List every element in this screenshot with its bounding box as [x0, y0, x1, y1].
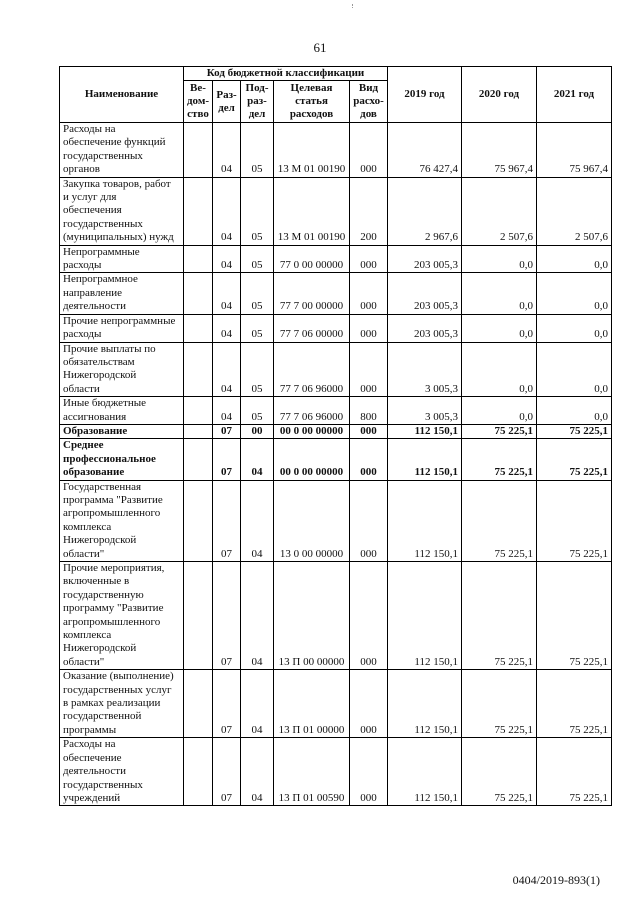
- cell-2019: 3 005,3: [388, 342, 462, 397]
- cell-expense-type: 800: [350, 397, 388, 425]
- cell-name: Расходы на обеспечение деятельности государственных учреждений: [60, 738, 184, 806]
- scan-mark: [352, 4, 355, 8]
- header-vedomstvo: Ве- дом- ство: [184, 81, 213, 123]
- cell-podrazdel: 05: [241, 342, 274, 397]
- cell-razdel: 04: [213, 123, 241, 178]
- cell-name: Закупка товаров, работ и услуг для обеспечения государственных (муниципальных) нужд: [60, 177, 184, 245]
- cell-vedomstvo: [184, 245, 213, 273]
- cell-podrazdel: 04: [241, 738, 274, 806]
- cell-2021: 0,0: [537, 342, 612, 397]
- cell-vedomstvo: [184, 480, 213, 561]
- cell-podrazdel: 05: [241, 123, 274, 178]
- header-code-group: Код бюджетной классификации: [184, 67, 388, 81]
- cell-name: Иные бюджетные ассигнования: [60, 397, 184, 425]
- cell-2019: 112 150,1: [388, 738, 462, 806]
- cell-expense-type: 000: [350, 670, 388, 738]
- cell-2020: 2 507,6: [462, 177, 537, 245]
- cell-razdel: 04: [213, 314, 241, 342]
- cell-vedomstvo: [184, 273, 213, 314]
- cell-2019: 76 427,4: [388, 123, 462, 178]
- cell-name: Прочие мероприятия, включенные в государственную программу "Развитие агропромышленного комплекса Нижегородской области": [60, 562, 184, 670]
- cell-vedomstvo: [184, 123, 213, 178]
- cell-target-article: 13 П 01 00000: [274, 670, 350, 738]
- cell-podrazdel: 05: [241, 273, 274, 314]
- cell-vedomstvo: [184, 342, 213, 397]
- cell-name: Непрограммное направление деятельности: [60, 273, 184, 314]
- header-razdel: Раз- дел: [213, 81, 241, 123]
- table-body: [60, 123, 612, 806]
- cell-razdel: 07: [213, 439, 241, 480]
- cell-target-article: 13 0 00 00000: [274, 480, 350, 561]
- cell-2021: 0,0: [537, 245, 612, 273]
- cell-2019: 112 150,1: [388, 670, 462, 738]
- cell-2020: 75 225,1: [462, 670, 537, 738]
- cell-vedomstvo: [184, 314, 213, 342]
- cell-target-article: 77 7 06 96000: [274, 342, 350, 397]
- header-2020: 2020 год: [462, 67, 537, 123]
- cell-name: Образование: [60, 424, 184, 438]
- budget-table: [59, 66, 612, 806]
- cell-razdel: 07: [213, 562, 241, 670]
- header-2021: 2021 год: [537, 67, 612, 123]
- cell-vedomstvo: [184, 177, 213, 245]
- cell-name: Оказание (выполнение) государственных услуг в рамках реализации государственной программы: [60, 670, 184, 738]
- cell-target-article: 00 0 00 00000: [274, 424, 350, 438]
- document-code: 0404/2019-893(1): [512, 873, 600, 887]
- cell-target-article: 77 7 06 00000: [274, 314, 350, 342]
- cell-target-article: 13 М 01 00190: [274, 177, 350, 245]
- cell-2019: 3 005,3: [388, 397, 462, 425]
- cell-podrazdel: 05: [241, 314, 274, 342]
- table-row: [60, 342, 612, 397]
- cell-2020: 0,0: [462, 342, 537, 397]
- cell-2021: 75 967,4: [537, 123, 612, 178]
- cell-name: Расходы на обеспечение функций государственных органов: [60, 123, 184, 178]
- cell-2020: 75 225,1: [462, 439, 537, 480]
- cell-target-article: 77 0 00 00000: [274, 245, 350, 273]
- cell-2021: 75 225,1: [537, 670, 612, 738]
- cell-2020: 0,0: [462, 245, 537, 273]
- cell-2021: 0,0: [537, 314, 612, 342]
- cell-2021: 2 507,6: [537, 177, 612, 245]
- cell-2021: 75 225,1: [537, 439, 612, 480]
- table-row: [60, 562, 612, 670]
- cell-expense-type: 000: [350, 273, 388, 314]
- cell-expense-type: 000: [350, 314, 388, 342]
- cell-podrazdel: 04: [241, 670, 274, 738]
- cell-vedomstvo: [184, 397, 213, 425]
- cell-2021: 75 225,1: [537, 480, 612, 561]
- cell-vedomstvo: [184, 738, 213, 806]
- cell-expense-type: 000: [350, 424, 388, 438]
- cell-vedomstvo: [184, 562, 213, 670]
- cell-razdel: 07: [213, 670, 241, 738]
- cell-vedomstvo: [184, 424, 213, 438]
- table-row: [60, 439, 612, 480]
- cell-2019: 112 150,1: [388, 562, 462, 670]
- cell-expense-type: 000: [350, 738, 388, 806]
- cell-podrazdel: 05: [241, 397, 274, 425]
- table-row: [60, 177, 612, 245]
- table-row: [60, 670, 612, 738]
- cell-expense-type: 000: [350, 245, 388, 273]
- cell-2020: 75 225,1: [462, 424, 537, 438]
- cell-name: Непрограммные расходы: [60, 245, 184, 273]
- cell-name: Прочие непрограммные расходы: [60, 314, 184, 342]
- cell-podrazdel: 04: [241, 480, 274, 561]
- cell-expense-type: 000: [350, 123, 388, 178]
- cell-razdel: 04: [213, 177, 241, 245]
- table-row: [60, 273, 612, 314]
- header-vid: Вид расхо- дов: [350, 81, 388, 123]
- cell-razdel: 04: [213, 273, 241, 314]
- cell-target-article: 13 П 01 00590: [274, 738, 350, 806]
- cell-name: Государственная программа "Развитие агропромышленного комплекса Нижегородской области": [60, 480, 184, 561]
- table-row: [60, 123, 612, 178]
- cell-2019: 2 967,6: [388, 177, 462, 245]
- cell-expense-type: 000: [350, 342, 388, 397]
- header-target: Целевая статья расходов: [274, 81, 350, 123]
- cell-razdel: 07: [213, 424, 241, 438]
- table-row: [60, 314, 612, 342]
- cell-2019: 203 005,3: [388, 314, 462, 342]
- cell-vedomstvo: [184, 439, 213, 480]
- cell-2019: 203 005,3: [388, 245, 462, 273]
- cell-2020: 75 225,1: [462, 480, 537, 561]
- header-name: Наименование: [60, 67, 184, 123]
- cell-expense-type: 200: [350, 177, 388, 245]
- cell-2020: 0,0: [462, 314, 537, 342]
- cell-2019: 112 150,1: [388, 439, 462, 480]
- cell-razdel: 04: [213, 245, 241, 273]
- cell-target-article: 77 7 00 00000: [274, 273, 350, 314]
- header-2019: 2019 год: [388, 67, 462, 123]
- cell-razdel: 04: [213, 342, 241, 397]
- cell-podrazdel: 00: [241, 424, 274, 438]
- cell-2020: 0,0: [462, 397, 537, 425]
- cell-2021: 0,0: [537, 397, 612, 425]
- cell-2021: 75 225,1: [537, 424, 612, 438]
- cell-expense-type: 000: [350, 480, 388, 561]
- cell-target-article: 77 7 06 96000: [274, 397, 350, 425]
- cell-target-article: 13 П 00 00000: [274, 562, 350, 670]
- table-row: [60, 738, 612, 806]
- cell-vedomstvo: [184, 670, 213, 738]
- table-row: [60, 480, 612, 561]
- page-number: 61: [313, 40, 327, 55]
- cell-2021: 0,0: [537, 273, 612, 314]
- cell-podrazdel: 04: [241, 439, 274, 480]
- cell-2021: 75 225,1: [537, 562, 612, 670]
- table-row: [60, 397, 612, 425]
- cell-2020: 75 225,1: [462, 562, 537, 670]
- cell-2020: 75 225,1: [462, 738, 537, 806]
- cell-razdel: 07: [213, 738, 241, 806]
- cell-2020: 75 967,4: [462, 123, 537, 178]
- cell-razdel: 04: [213, 397, 241, 425]
- cell-target-article: 00 0 00 00000: [274, 439, 350, 480]
- table-row: [60, 424, 612, 438]
- header-podrazdel: Под- раз- дел: [241, 81, 274, 123]
- cell-2021: 75 225,1: [537, 738, 612, 806]
- cell-podrazdel: 05: [241, 177, 274, 245]
- cell-2019: 112 150,1: [388, 480, 462, 561]
- cell-expense-type: 000: [350, 562, 388, 670]
- cell-2019: 112 150,1: [388, 424, 462, 438]
- cell-expense-type: 000: [350, 439, 388, 480]
- cell-razdel: 07: [213, 480, 241, 561]
- cell-podrazdel: 04: [241, 562, 274, 670]
- cell-2019: 203 005,3: [388, 273, 462, 314]
- cell-name: Среднее профессиональное образование: [60, 439, 184, 480]
- cell-podrazdel: 05: [241, 245, 274, 273]
- cell-2020: 0,0: [462, 273, 537, 314]
- cell-name: Прочие выплаты по обязательствам Нижегородской области: [60, 342, 184, 397]
- table-row: [60, 245, 612, 273]
- cell-target-article: 13 М 01 00190: [274, 123, 350, 178]
